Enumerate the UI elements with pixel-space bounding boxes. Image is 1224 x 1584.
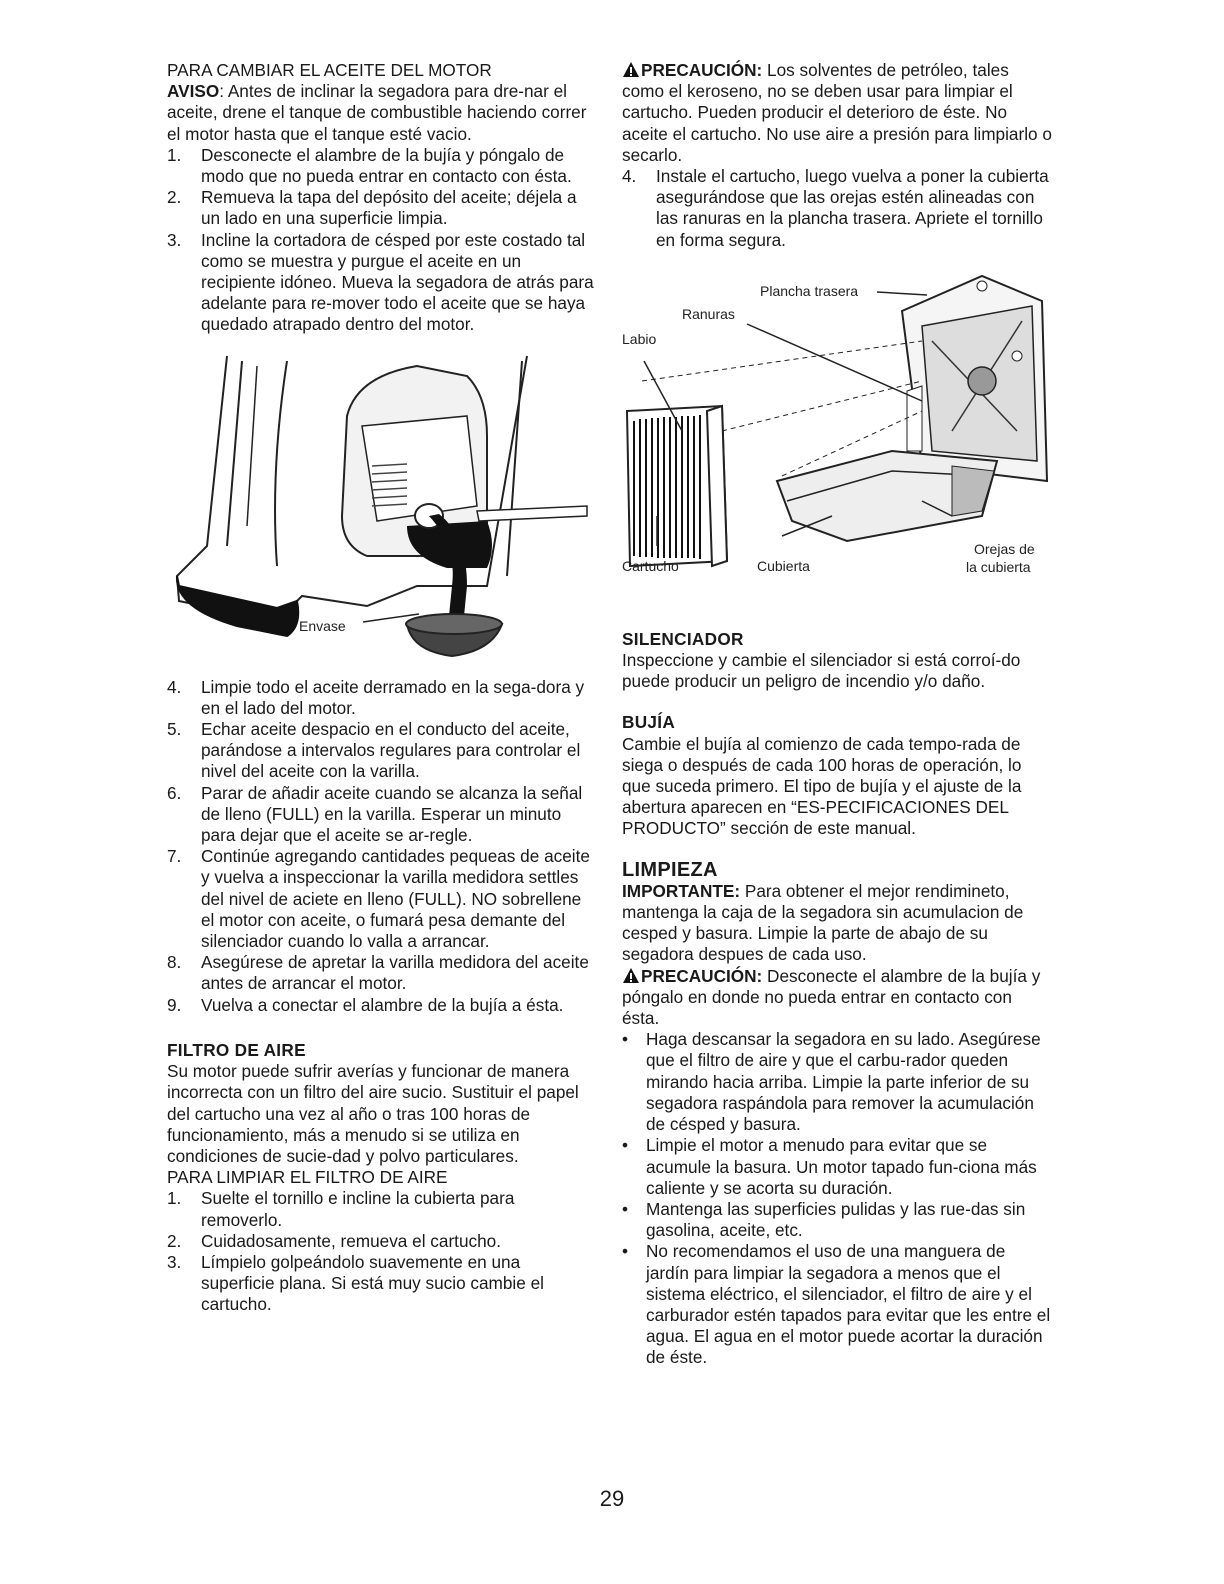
warning-triangle-icon (622, 967, 640, 984)
step-number: 9. (167, 994, 182, 1015)
container-label: Envase (299, 617, 346, 634)
bullet-text: Limpie el motor a menudo para evitar que se acumule la basura. Un motor tapado fun-ciona más caliente y se acorta su duración. (646, 1135, 1037, 1198)
list-item (622, 1135, 1052, 1199)
caution-text: Los solventes de petróleo, tales como el keroseno, no se deben usar para limpiar el cartucho. Pueden producir el deterioro de éste. No aceite el cartucho. No use aire a presión para limpiarlo o secarlo. (622, 60, 1052, 165)
step-text: Límpielo golpeándolo suavemente en una superficie plana. Si está muy sucio cambie el cartucho. (201, 1251, 544, 1315)
list-item (167, 230, 597, 336)
step-text: Suelte el tornillo e incline la cubierta para removerlo. (201, 1188, 515, 1230)
left-column (167, 60, 597, 1316)
list-item (167, 1231, 597, 1252)
step-text: Instale el cartucho, luego vuelva a poner la cubierta asegurándose que las orejas estén alineadas con las ranuras en la plancha trasera. Apriete el tornillo en forma segura. (656, 166, 1049, 250)
bullet-text: Haga descansar la segadora en su lado. Asegúrese que el filtro de aire y que el carbu-rador queden mirando hacia arriba. Limpie la parte inferior de su segadora raspándola para remover la acumulación de césped y basura. (646, 1029, 1041, 1135)
cartridge-label: Cartucho (622, 557, 679, 574)
step-number: 4. (167, 676, 182, 697)
important-label: IMPORTANTE: (622, 880, 741, 901)
list-item (167, 145, 597, 187)
spark-plug-text: Cambie el bujía al comienzo de cada tempo-rada de siega o después de cada 100 horas de operación, lo que suceda primero. El tipo de bujía y el ajuste de la abertura aparecen en “ES-PECIFICACIONES DEL PRODUCTO” sección de este manual. (622, 733, 1022, 839)
step-text: Continúe agregando cantidades pequeas de aceite y vuelva a inspeccionar la varilla medidora settles del nivel de aciete en lleno (FULL). NO sobrellene el motor con aceite, o fumará pesa demante del silenciador cuando lo valla a arrancar. (201, 846, 590, 952)
cleaning-bullets (622, 1029, 1052, 1368)
cleaning-heading: LIMPIEZA (622, 858, 718, 881)
aviso-text: : Antes de inclinar la segadora para dre-nar el aceite, drene el tanque de combustible haciendo correr el motor hasta que el tanque esté vacio. (167, 81, 587, 144)
step-number: 2. (167, 187, 182, 208)
oil-steps-b (167, 677, 597, 1016)
step-number: 3. (167, 1251, 182, 1272)
backplate-label: Plancha trasera (760, 282, 859, 299)
caution-text: Desconecte el alambre de la bujía y póngalo en donde no pueda entrar en contacto con ésta. (622, 965, 1041, 1029)
list-item (167, 1188, 597, 1230)
oil-drain-figure (167, 346, 597, 668)
oil-drain-illustration (167, 346, 597, 668)
page-number: 29 (599, 1486, 625, 1511)
step-number: 1. (167, 1188, 182, 1209)
list-item (622, 1241, 1052, 1368)
step-number: 6. (167, 782, 182, 803)
list-item (167, 846, 597, 952)
muffler-heading: SILENCIADOR (622, 628, 744, 649)
caution-label: PRECAUCIÓN: (641, 60, 763, 80)
lip-label: Labio (622, 330, 657, 347)
step-text: Cuidadosamente, remueva el cartucho. (201, 1230, 501, 1251)
step-text: Desconecte el alambre de la bujía y póngalo de modo que no pueda entrar en contacto con ésta. (201, 144, 572, 187)
step-number: 8. (167, 952, 182, 973)
oil-change-title: PARA CAMBIAR EL ACEITE DEL MOTOR (167, 60, 492, 80)
muffler-text: Inspeccione y cambie el silenciador si está corroí-do puede producir un peligro de incendio y/o daño. (622, 650, 1021, 692)
step-text: Vuelva a conectar el alambre de la bujía a ésta. (201, 994, 564, 1015)
cover-label: Cubierta (757, 557, 810, 574)
caution-label: PRECAUCIÓN: (641, 965, 763, 986)
right-column (622, 60, 1052, 1369)
list-item (167, 719, 597, 783)
air-filter-text: Su motor puede sufrir averías y funcionar de manera incorrecta con un filtro del aire sucio. Sustituir el papel del cartucho una vez al año o tras 100 horas de funcionamiento, más a menudo si se utiliza en condiciones de sucie-dad y polvo particulares. (167, 1061, 579, 1166)
spark-plug-heading: BUJÍA (622, 712, 676, 733)
warning-triangle-icon (622, 61, 640, 78)
cover-tabs-label-1: Orejas de (974, 540, 1035, 557)
list-item (167, 952, 597, 994)
step-text: Asegúrese de apretar la varilla medidora del aceite antes de arrancar el motor. (201, 952, 589, 994)
bullet-icon: • (622, 1135, 629, 1156)
air-filter-heading: FILTRO DE AIRE (167, 1039, 306, 1060)
list-item (167, 1252, 597, 1316)
caution-paragraph-2 (622, 966, 1052, 1030)
aviso-paragraph (167, 81, 597, 145)
step-number: 5. (167, 719, 182, 740)
aviso-label: AVISO (167, 81, 220, 102)
list-item (167, 995, 597, 1016)
air-filter-steps (167, 1188, 597, 1315)
bullet-icon: • (622, 1029, 629, 1050)
list-item (622, 1199, 1052, 1241)
step-number: 3. (167, 229, 182, 250)
bullet-text: No recomendamos el uso de una manguera de jardín para limpiar la segadora a menos que el sistema eléctrico, el silenciador, el filtro de aire y el carburador estén tapados para evitar que les entre el agua. El agua en el motor puede acortar la duración de éste. (646, 1241, 1051, 1368)
cover-tabs-label-2: la cubierta (966, 558, 1031, 575)
list-item (622, 1029, 1052, 1135)
bullet-icon: • (622, 1241, 629, 1262)
step-text: Echar aceite despacio en el conducto del aceite, parándose a intervalos regulares para controlar el nivel del aceite con la varilla. (201, 719, 581, 782)
step-text: Limpie todo el aceite derramado en la sega-dora y en el lado del motor. (201, 676, 585, 718)
step-number: 1. (167, 144, 182, 165)
step-text: Remueva la tapa del depósito del aceite; déjela a un lado en una superficie limpia. (201, 187, 577, 229)
air-filter-subheading: PARA LIMPIAR EL FILTRO DE AIRE (167, 1167, 448, 1188)
step-text: Incline la cortadora de césped por este costado tal como se muestra y purgue el aceite en un recipiente idóneo. Mueva la segadora de atrás para adelante para re-mover todo el aceite que se haya quedado atrapado dentro del motor. (201, 229, 594, 335)
caution-paragraph-1 (622, 60, 1052, 166)
slots-label: Ranuras (682, 305, 735, 322)
oil-steps-a (167, 145, 597, 336)
air-filter-figure (622, 261, 1052, 583)
step-number: 2. (167, 1230, 182, 1251)
important-paragraph (622, 881, 1052, 966)
list-item (622, 166, 1052, 251)
important-text: Para obtener el mejor rendimineto, mantenga la caja de la segadora sin acumulacion de cesped y basura. Limpie la parte de abajo de su segadora despues de cada uso. (622, 880, 1024, 965)
list-item (167, 677, 597, 719)
air-filter-illustration (622, 261, 1052, 583)
list-item (167, 187, 597, 229)
bullet-icon: • (622, 1198, 629, 1219)
bullet-text: Mantenga las superficies pulidas y las rue-das sin gasolina, aceite, etc. (646, 1198, 1026, 1241)
air-filter-step-4 (622, 166, 1052, 251)
list-item (167, 783, 597, 847)
step-text: Parar de añadir aceite cuando se alcanza la señal de lleno (FULL) en la varilla. Esperar un minuto para dejar que el aceite se ar-regle. (201, 782, 583, 846)
step-number: 7. (167, 846, 182, 867)
step-number: 4. (622, 166, 637, 187)
